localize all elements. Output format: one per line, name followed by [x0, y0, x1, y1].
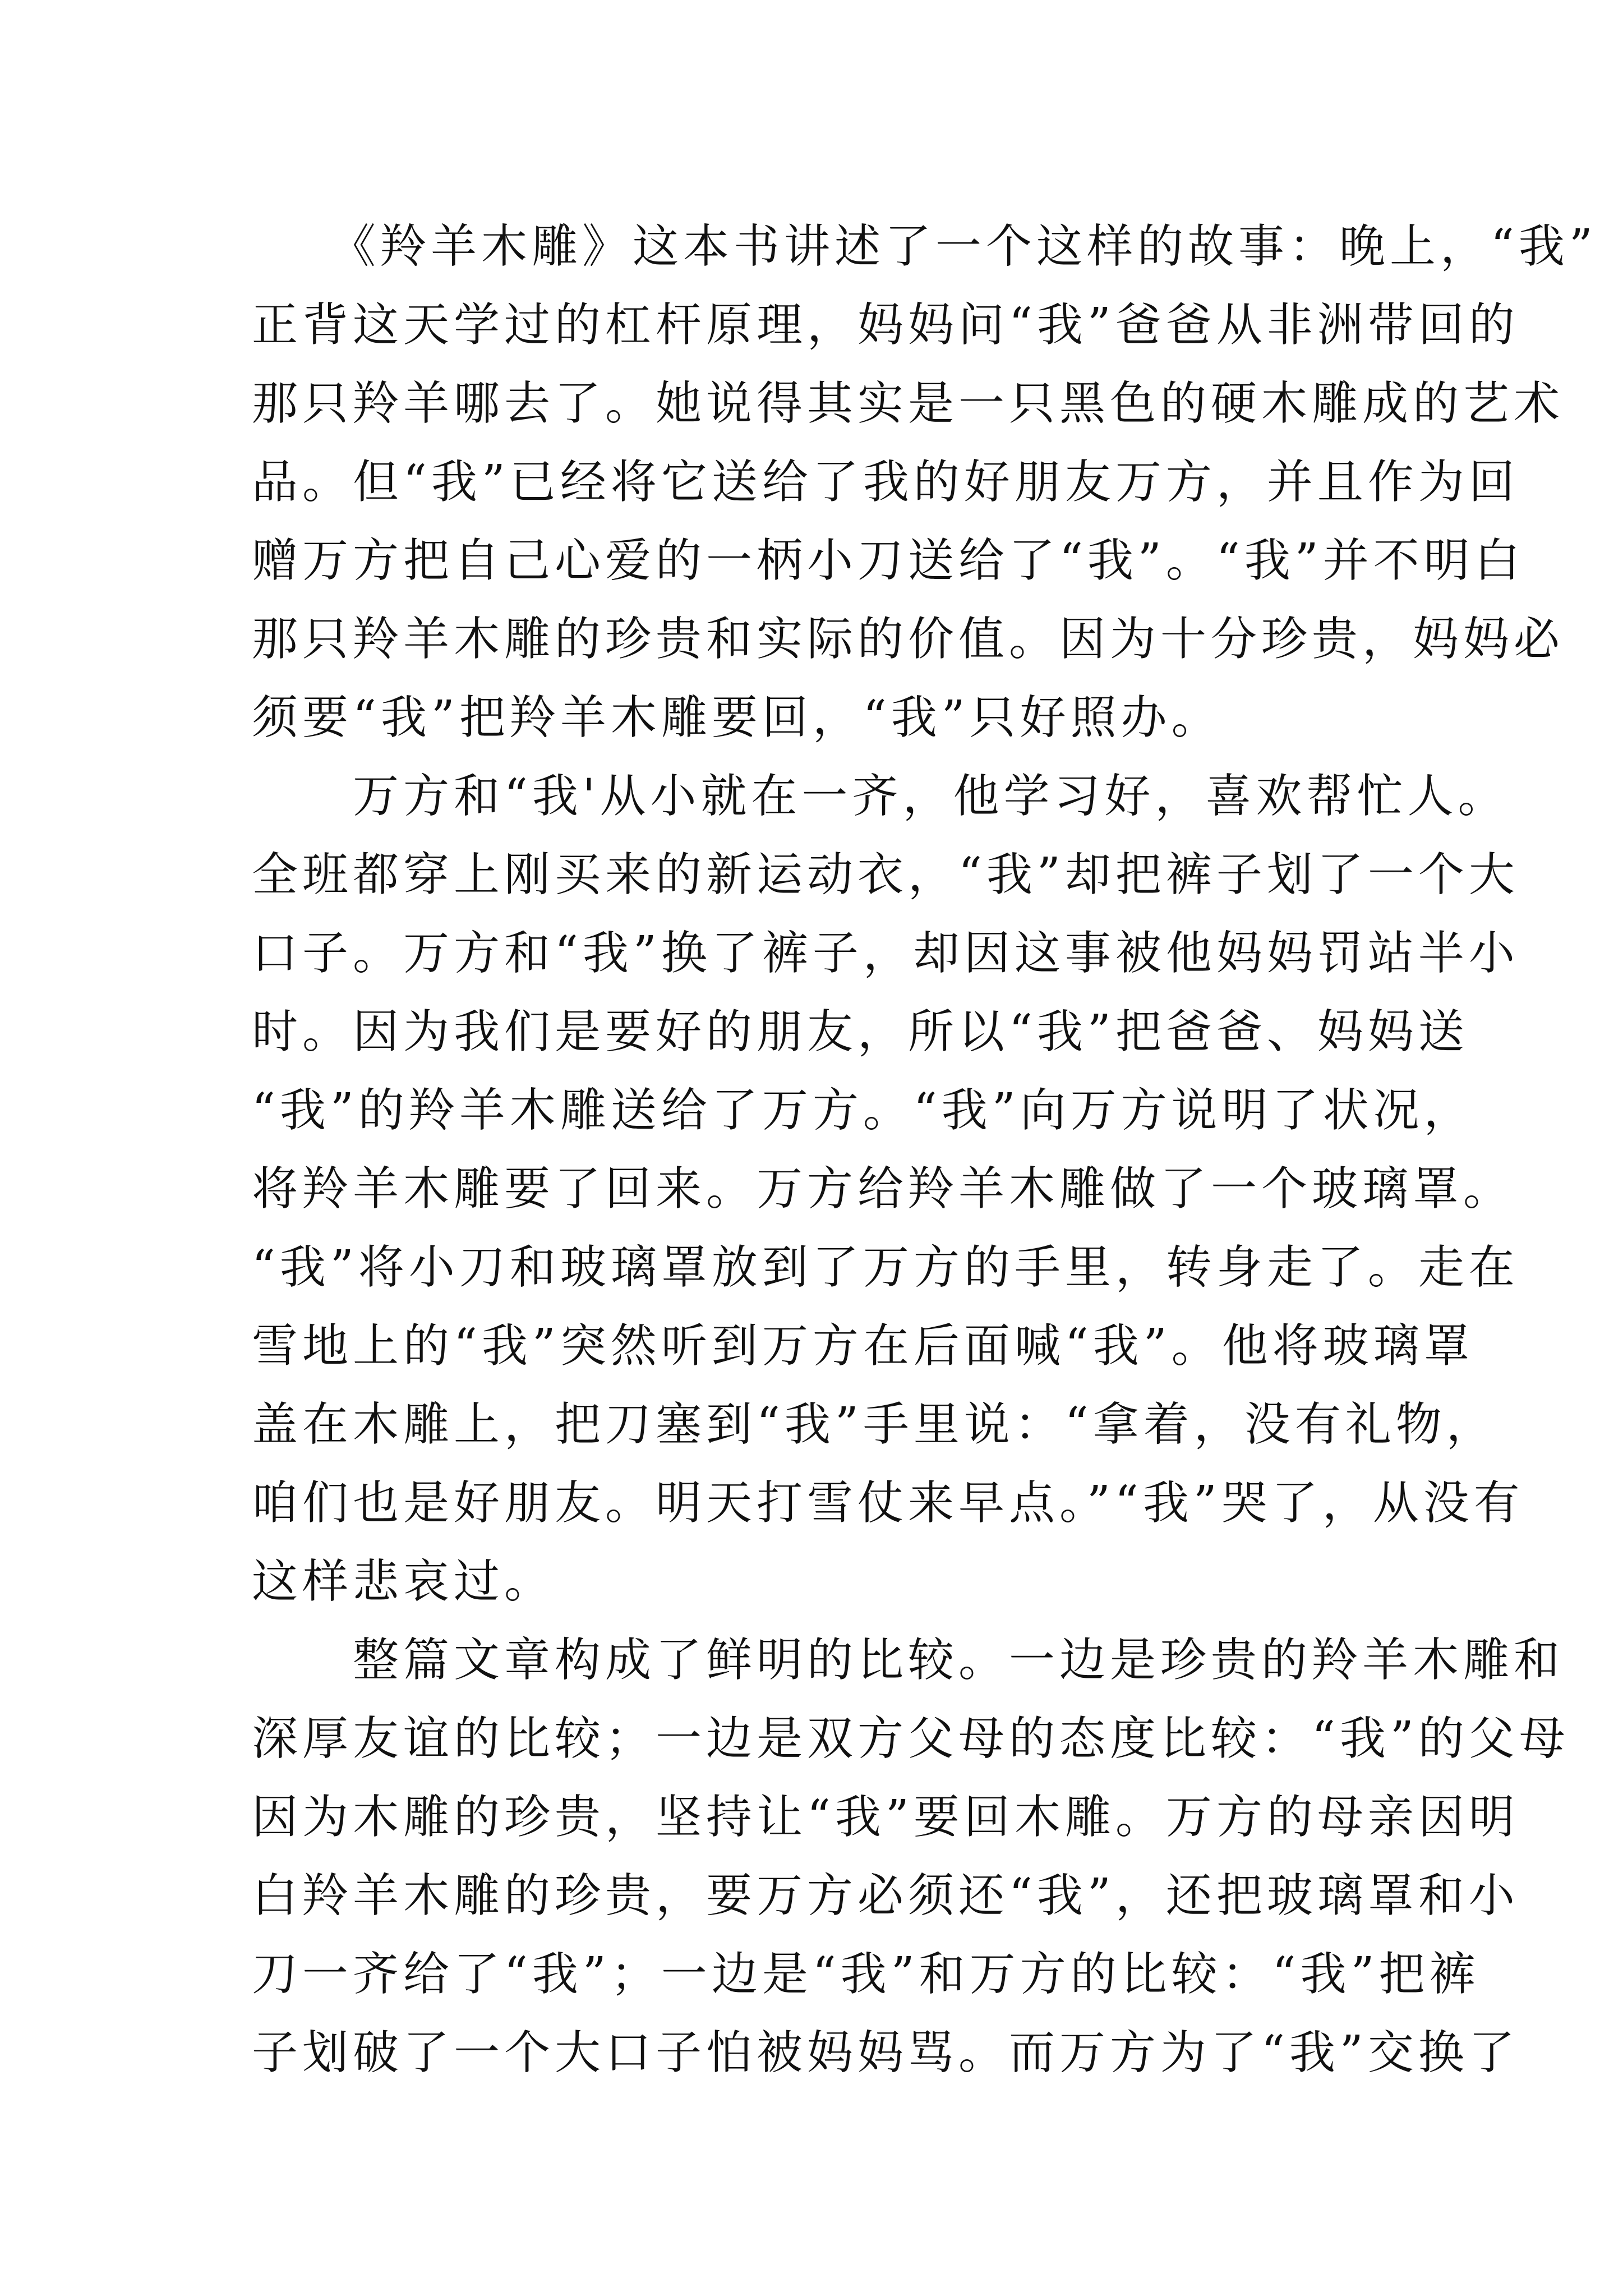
text-line: 全班都穿上刚买来的新运动衣，“我”却把裤子划了一个大 [252, 848, 1519, 901]
text-line: 深厚友谊的比较；一边是双方父母的态度比较：“我”的父母 [252, 1712, 1570, 1765]
text-line: 雪地上的“我”突然听到万方在后面喊“我”。他将玻璃罩 [252, 1319, 1474, 1373]
text-line: 《羚羊木雕》这本书讲述了一个这样的故事：晚上，“我” [252, 220, 1597, 273]
text-line: 赠万方把自己心爱的一柄小刀送给了“我”。“我”并不明白 [252, 534, 1525, 587]
text-line: 咱们也是好朋友。明天打雪仗来早点。”“我”哭了，从没有 [252, 1476, 1524, 1530]
text-line: 刀一齐给了“我”；一边是“我”和万方的比较：“我”把裤 [252, 1948, 1480, 2001]
text-line: 子划破了一个大口子怕被妈妈骂。而万方为了“我”交换了 [252, 2026, 1519, 2079]
document-body [252, 208, 1597, 2092]
text-line: 将羚羊木雕要了回来。万方给羚羊木雕做了一个玻璃罩。 [252, 1162, 1514, 1216]
paragraph-2 [252, 757, 1524, 1621]
text-line: 正背这天学过的杠杆原理，妈妈问“我”爸爸从非洲带回的 [252, 298, 1519, 352]
text-line: “我”将小刀和玻璃罩放到了万方的手里，转身走了。走在 [252, 1241, 1519, 1294]
text-line: 口子。万方和“我”换了裤子，却因这事被他妈妈罚站半小 [252, 927, 1519, 980]
text-line: 盖在木雕上，把刀塞到“我”手里说：“拿着，没有礼物， [252, 1398, 1497, 1451]
text-line: 须要“我”把羚羊木雕要回，“我”只好照办。 [252, 691, 1222, 744]
text-line: 那只羚羊哪去了。她说得其实是一只黑色的硬木雕成的艺术 [252, 377, 1565, 430]
text-line: 这样悲哀过。 [252, 1555, 555, 1608]
paragraph-1 [252, 208, 1597, 757]
text-line: “我”的羚羊木雕送给了万方。“我”向万方说明了状况， [252, 1084, 1474, 1137]
text-line: 整篇文章构成了鲜明的比较。一边是珍贵的羚羊木雕和 [252, 1634, 1565, 1687]
text-line: 因为木雕的珍贵，坚持让“我”要回木雕。万方的母亲因明 [252, 1791, 1519, 1844]
text-line: 时。因为我们是要好的朋友，所以“我”把爸爸、妈妈送 [252, 1005, 1469, 1059]
paragraph-3 [252, 1621, 1570, 2092]
text-line: 那只羚羊木雕的珍贵和实际的价值。因为十分珍贵，妈妈必 [252, 613, 1565, 666]
text-line: 品。但“我”已经将它送给了我的好朋友万方，并且作为回 [252, 455, 1519, 509]
text-line: 万方和“我'从小就在一齐，他学习好，喜欢帮忙人。 [252, 770, 1509, 823]
text-line: 白羚羊木雕的珍贵，要万方必须还“我”，还把玻璃罩和小 [252, 1869, 1519, 1922]
